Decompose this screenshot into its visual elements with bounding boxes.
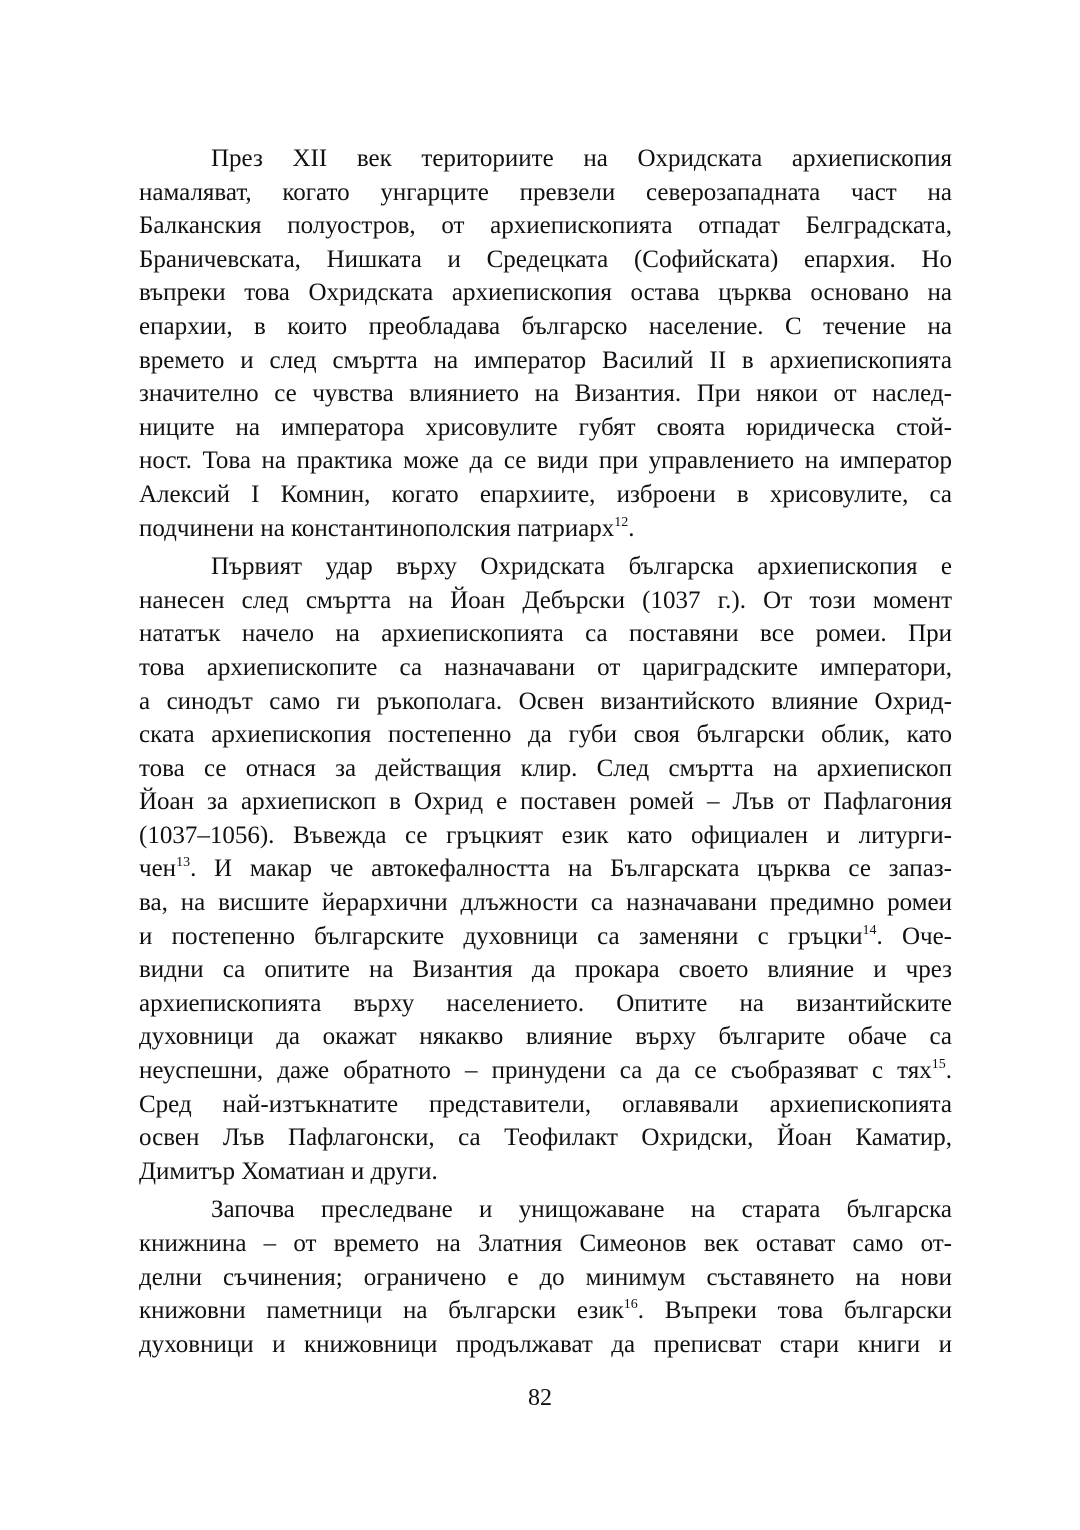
page-number: 82 <box>528 1385 552 1411</box>
text-line: освен Лъв Пафлагонски, са Теофилакт Охридски, Йоан Каматир, <box>139 1124 952 1152</box>
paragraph-3 <box>139 1193 952 1361</box>
text-line: Започва преследване и унищожаване на старата българска <box>211 1196 952 1224</box>
footnote-marker-14[interactable]: 14 <box>862 922 877 938</box>
text-line <box>139 852 952 886</box>
text-line: това се отнася за действащия клир. След смъртта на архиепископ <box>139 754 952 782</box>
text-line: архиепископията върху населението. Опитите на византийските <box>139 989 952 1017</box>
text-line: намаляват, когато унгарците превзели северозападната част на <box>139 178 952 206</box>
text-line: делни съчинения; ограничено е до минимум съставянето на нови <box>139 1263 952 1291</box>
paragraph-2 <box>139 550 952 1188</box>
text-line: Алексий I Комнин, когато епархиите, изброени в хрисовулите, са <box>139 480 952 508</box>
text-line: нанесен след смъртта на Йоан Дебърски (1037 г.). От този момент <box>139 586 952 614</box>
text-line <box>139 512 952 546</box>
text-line: Първият удар върху Охридската българска архиепископия е <box>211 553 952 581</box>
text-line: ниците на императора хрисовулите губят своята юридическа стой- <box>139 413 952 441</box>
line-text: неуспешни, даже обратното – принудени са да се съобразяват с тях <box>139 1057 932 1085</box>
text-line: Димитър Хоматиан и други. <box>139 1157 438 1185</box>
line-text: подчинени на константинополския патриарх <box>139 514 615 542</box>
text-line: духовници и книжовници продължават да преписват стари книги и <box>139 1330 952 1358</box>
text-line: въпреки това Охридската архиепископия остава църква основано на <box>139 279 952 307</box>
text-line: През XII век териториите на Охридската архиепископия <box>211 145 952 172</box>
text-line: (1037–1056). Въвежда се гръцкият език като официален и литурги- <box>139 821 952 849</box>
text-line <box>139 920 952 954</box>
text-line: Йоан за архиепископ в Охрид е поставен ромей – Лъв от Пафлагония <box>139 788 952 816</box>
line-text: . Оче- <box>876 922 952 950</box>
footnote-marker-12[interactable]: 12 <box>614 514 629 530</box>
text-line: ност. Това на практика може да се види при управлението на император <box>139 447 952 475</box>
text-line <box>139 1054 952 1088</box>
text-line: видни са опитите на Византия да прокара своето влияние и чрез <box>139 956 952 984</box>
text-line: ва, на висшите йерархични длъжности са назначавани предимно ромеи <box>139 889 952 917</box>
text-line: Балканския полуостров, от архиепископията отпадат Белградската, <box>139 212 952 240</box>
footnote-marker-15[interactable]: 15 <box>931 1057 946 1073</box>
line-text: чен <box>139 855 177 883</box>
text-line <box>139 1294 952 1328</box>
text-line: Сред най-изтъкнатите представители, оглавявали архиепископията <box>139 1090 952 1118</box>
line-text: . Въпреки това български <box>637 1297 952 1325</box>
line-text: . <box>628 514 635 542</box>
text-line: духовници да окажат някакво влияние върху българите обаче са <box>139 1023 952 1051</box>
footnote-marker-16[interactable]: 16 <box>623 1297 638 1313</box>
text-line: времето и след смъртта на император Василий II в архиепископията <box>139 346 952 374</box>
body-text <box>139 142 952 1361</box>
text-line: нататък начело на архиепископията са поставяни все ромеи. При <box>139 620 952 648</box>
text-line: Браничевската, Нишката и Средецката (Софийската) епархия. Но <box>139 245 952 273</box>
text-line: ската архиепископия постепенно да губи своя български облик, като <box>139 721 952 749</box>
line-text: книжовни паметници на български език <box>139 1297 624 1325</box>
text-line: значително се чувства влиянието на Византия. При някои от наслед- <box>139 380 952 408</box>
paragraph-1 <box>139 142 952 545</box>
footnote-marker-13[interactable]: 13 <box>176 855 191 871</box>
text-line: това архиепископите са назначавани от цариградските императори, <box>139 653 952 681</box>
text-line: книжнина – от времето на Златния Симеонов век остават само от- <box>139 1230 952 1257</box>
line-text: . <box>945 1057 952 1085</box>
text-line: епархии, в които преобладава българско население. С течение на <box>139 312 952 340</box>
line-text: и постепенно българските духовници са заменяни с гръцки <box>139 922 863 950</box>
line-text: . И макар че автокефалността на Българската църква се запаз- <box>190 855 952 883</box>
text-line: а синодът само ги ръкополага. Освен византийското влияние Охрид- <box>139 687 952 715</box>
